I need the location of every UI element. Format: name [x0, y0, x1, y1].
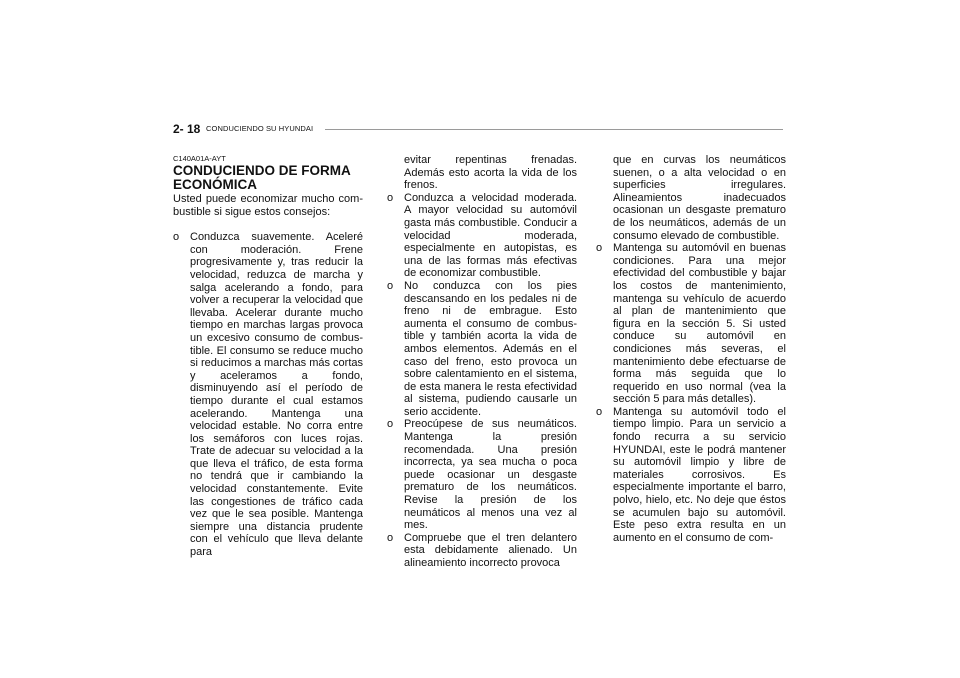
list-item [387, 532, 577, 570]
text-column-2 [387, 154, 577, 570]
list-item-continuation: que en curvas los neumáticos suenen, o a alta velocidad o en superficies irregulares. Alineamientos inadecuados ocasionan un desgaste prematuro de los neumáticos, además de un consumo elevado de combustible. [613, 154, 786, 242]
list-item [596, 242, 786, 406]
article-code: C140A01A-AYT [173, 154, 226, 163]
bullet-marker: o [596, 405, 603, 418]
text-column-3 [596, 154, 786, 544]
list-item-continuation: evitar repentinas frenadas. Además esto acorta la vida de los frenos. [404, 154, 577, 192]
page-number: 2- 18 [173, 122, 201, 136]
bullet-marker: o [173, 231, 180, 244]
list-item-text: Mantenga su automóvil todo el tiempo limpio. Para un servicio a fondo recurra a su servicio HYUNDAI, este le podrá mantener su automóvil limpio y libre de materiales corrosivos. Es especialmente importante el barro, polvo, hielo, etc. No deje que éstos se acumulen bajo su automóvil. Este peso extra resulta en un aumento en el consumo de com- [613, 405, 786, 544]
list-item [596, 406, 786, 545]
section-title: CONDUCIENDO SU HYUNDAI [206, 124, 314, 133]
header-rule [325, 129, 783, 130]
bullet-marker: o [596, 242, 603, 255]
list-item-text: Conduzca a velocidad moderada. A mayor velocidad su automóvil gasta más combustible. Conducir a velocidad moderada, especialmente en autopistas, es una de las formas más efectivas de economizar combustible. [404, 191, 577, 280]
list-item-text: Mantenga su automóvil en buenas condiciones. Para una mejor efectividad del combustible y bajar los costos de mantenimiento, mantenga su vehículo de acuerdo al plan de mantenimiento que figura en la sección 5. Si usted conduce su automóvil en condiciones más severas, el mantenimiento debe efectuarse de forma más seguida que lo requerido en uso normal (vea la sección 5 para más detalles). [613, 242, 786, 406]
list-item-text: Preocúpese de sus neumáticos. Mantenga la presión recomendada. Una presión incorrecta, ya sea mucha o poca puede ocasionar un desgaste prematuro de los neumáticos. Revise la presión de los neumáticos al menos una vez al mes. [404, 418, 577, 532]
list-item-text: Compruebe que el tren delantero esta debidamente alienado. Un alineamiento incorrecto provoca [404, 531, 577, 569]
list-item-text: Conduzca suavemente. Aceleré con moderación. Frene progresivamente y, tras reducir la velocidad, reduzca de marcha y salga acelerando a fondo, para volver a recuperar la velocidad que llevaba. Acelerar durante mucho tiempo en marchas largas provoca un excesivo consumo de combus-tible. El consumo se reduce mucho si reducimos a marchas más cortas y aceleramos a fondo, disminuyendo así el período de tiempo durante el cual estamos acelerando. Mantenga una velocidad estable. No corra entre los semáforos con luces rojas. Trate de adecuar su velocidad a la que lleva el tráfico, de esta forma no tendrá que ir cambiando la velocidad constantemente. Evite las congestiones de tráfico cada vez que le sea posible. Mantenga siempre una distancia prudente con el vehículo que lleva delante para [190, 231, 363, 559]
bullet-marker: o [387, 418, 394, 431]
bullet-marker: o [387, 191, 394, 204]
list-item [387, 192, 577, 280]
page-header [173, 122, 783, 136]
bullet-marker: o [387, 279, 394, 292]
text-column-1 [173, 154, 363, 559]
list-item [387, 418, 577, 531]
list-item-text: No conduzca con los pies descansando en los pedales ni de freno ni de embrague. Esto aumenta el consumo de combus-tible y también acorta la vida de ambos elementos. Además en el caso del freno, esto provoca un sobre calentamiento en el sistema, de esta manera le resta efectividad al sistema, pudiendo causarle un serio accidente. [404, 279, 577, 418]
bullet-marker: o [387, 531, 394, 544]
article-intro: Usted puede economizar mucho com-bustible si sigue estos consejos: [173, 193, 363, 218]
article-title: CONDUCIENDO DE FORMA ECONÓMICA [173, 163, 351, 192]
list-item [387, 280, 577, 419]
list-item [173, 231, 363, 558]
